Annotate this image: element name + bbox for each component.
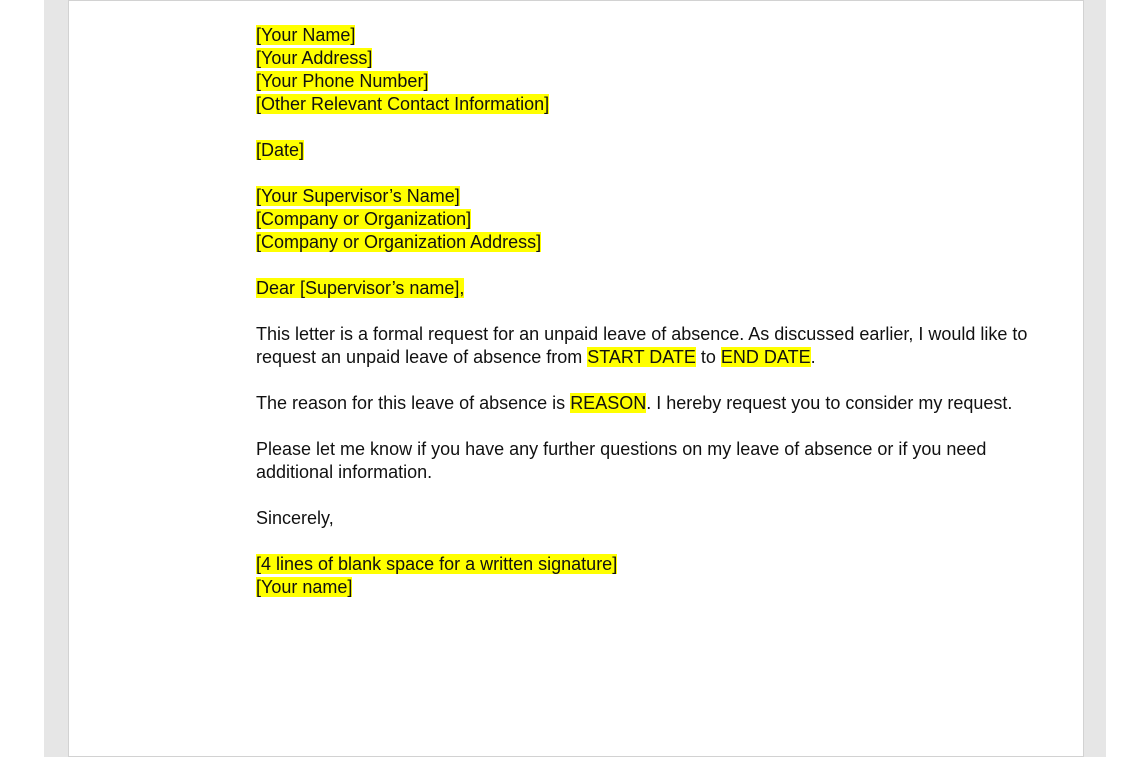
paragraph-request	[256, 323, 1036, 369]
signature-name: [Your name]	[256, 577, 353, 597]
sender-address-line	[256, 47, 1036, 70]
signature-space-note: [4 lines of blank space for a written signature]	[256, 554, 618, 574]
paragraph-request-end: .	[810, 347, 816, 367]
paragraph-reason	[256, 392, 1036, 415]
letter-date: [Date]	[256, 140, 305, 160]
paragraph-reason-after: . I hereby request you to consider my request.	[646, 393, 1013, 413]
spacer	[256, 415, 1036, 438]
sender-other-contact: [Other Relevant Contact Information]	[256, 94, 550, 114]
end-date-placeholder: END DATE	[720, 347, 811, 367]
spacer	[256, 300, 1036, 323]
spacer	[256, 116, 1036, 139]
spacer	[256, 369, 1036, 392]
recipient-company: [Company or Organization]	[256, 209, 472, 229]
sender-address: [Your Address]	[256, 48, 373, 68]
recipient-name-line	[256, 185, 1036, 208]
spacer	[256, 254, 1036, 277]
closing-line	[256, 507, 1036, 530]
paragraph-questions	[256, 438, 1036, 484]
salutation: Dear [Supervisor’s name],	[256, 278, 465, 298]
signature-space-line	[256, 553, 1036, 576]
sender-other-contact-line	[256, 93, 1036, 116]
signature-name-line	[256, 576, 1036, 599]
closing: Sincerely,	[256, 508, 334, 528]
sender-name-line	[256, 24, 1036, 47]
date-line	[256, 139, 1036, 162]
paragraph-request-text: This letter is a formal request for an unpaid leave of absence. As discussed earlier, I would like to request an unpaid leave of absence from	[256, 324, 1028, 367]
paragraph-request-connector: to	[695, 347, 721, 367]
spacer	[256, 162, 1036, 185]
sender-phone-line	[256, 70, 1036, 93]
spacer	[256, 530, 1036, 553]
reason-placeholder: REASON	[570, 393, 647, 413]
sender-phone: [Your Phone Number]	[256, 71, 429, 91]
sender-name: [Your Name]	[256, 25, 356, 45]
paragraph-questions-text: Please let me know if you have any further questions on my leave of absence or if you need additional information.	[256, 439, 987, 482]
left-gutter	[44, 0, 68, 757]
recipient-supervisor-name: [Your Supervisor’s Name]	[256, 186, 460, 206]
salutation-line	[256, 277, 1036, 300]
start-date-placeholder: START DATE	[587, 347, 696, 367]
paragraph-reason-before: The reason for this leave of absence is	[256, 393, 571, 413]
recipient-company-address-line	[256, 231, 1036, 254]
recipient-company-address: [Company or Organization Address]	[256, 232, 542, 252]
right-gutter	[1084, 0, 1106, 757]
spacer	[256, 484, 1036, 507]
letter-body	[256, 24, 1036, 599]
recipient-company-line	[256, 208, 1036, 231]
document-page[interactable]	[68, 0, 1084, 757]
